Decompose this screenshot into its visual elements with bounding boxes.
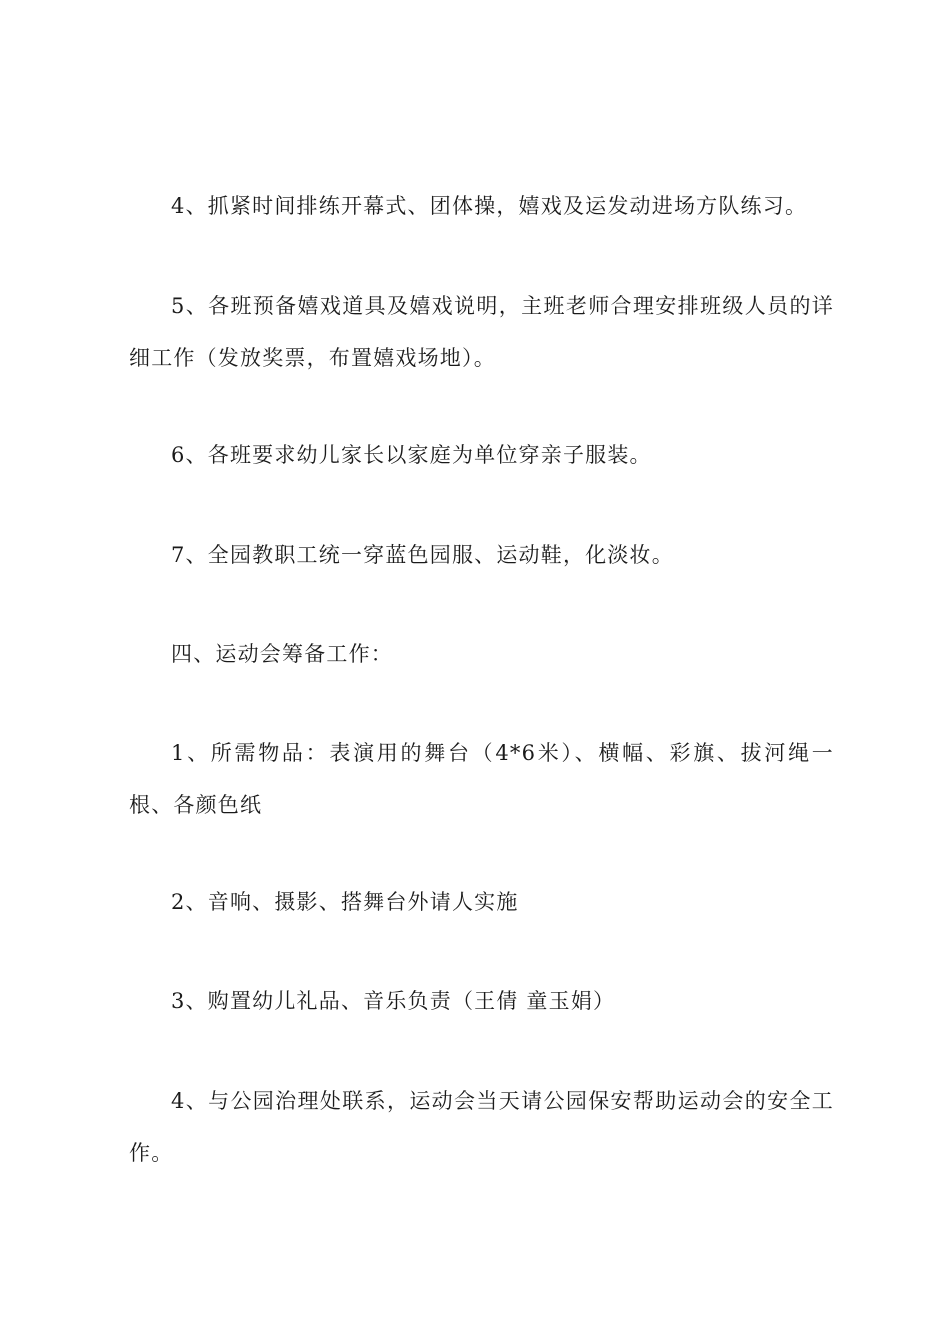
paragraph-item-3-gifts-music: 3、购置幼儿礼品、音乐负责（王倩 童玉娟） [171, 989, 616, 1013]
paragraph-item-4-park-security: 4、与公园治理处联系，运动会当天请公园保安帮助运动会的安全工作。 [129, 1089, 834, 1165]
paragraph-item-2-audio-photo: 2、音响、摄影、搭舞台外请人实施 [171, 890, 519, 914]
paragraph-item-7-staff-uniform: 7、全园教职工统一穿蓝色园服、运动鞋，化淡妆。 [171, 543, 674, 567]
paragraph-item-6-parent-costume: 6、各班要求幼儿家长以家庭为单位穿亲子服装。 [171, 443, 652, 467]
paragraph-item-5-game-props: 5、各班预备嬉戏道具及嬉戏说明，主班老师合理安排班级人员的详细工作（发放奖票，布置嬉戏场地）。 [129, 294, 834, 370]
paragraph-item-1-materials: 1、所需物品：表演用的舞台（4*6米）、横幅、彩旗、拔河绳一根、各颜色纸 [129, 741, 834, 817]
paragraph-item-4-rehearsal: 4、抓紧时间排练开幕式、团体操，嬉戏及运发动进场方队练习。 [171, 194, 808, 218]
section-heading-preparation: 四、运动会筹备工作： [171, 642, 393, 666]
